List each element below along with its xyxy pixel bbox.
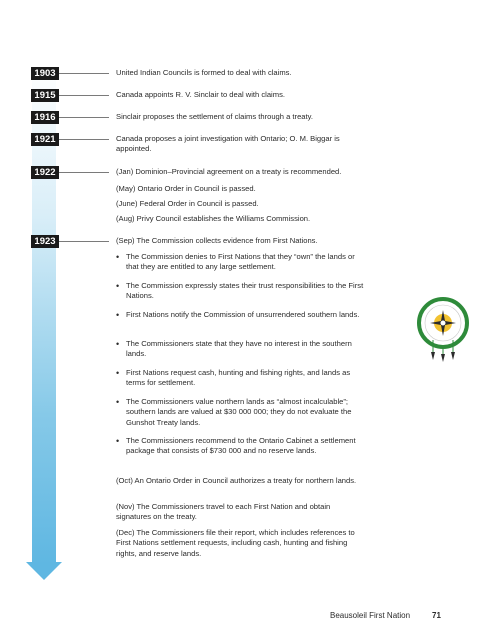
year-badge-1916: 1916 — [31, 111, 59, 124]
entry-1923-sep: (Sep) The Commission collects evidence from First Nations. — [116, 236, 318, 245]
entry-1916-text: Sinclair proposes the settlement of claims through a treaty. — [116, 112, 313, 121]
year-badge-1921: 1921 — [31, 133, 59, 146]
list-item: • The Commissioners value northern lands as “almost incalculable”; southern lands are valued at $30 000 000; they do not evaluate the Gunshot Treaty lands. — [116, 397, 352, 427]
timeline-connector — [59, 172, 109, 173]
footer-publication-name: Beausoleil First Nation — [330, 611, 411, 620]
entry-1922-may: (May) Ontario Order in Council is passed. — [116, 184, 256, 193]
list-item-text: The Commissioners recommend to the Ontario Cabinet a settlement package that consists of $730 000 and no reserve lands. — [126, 436, 356, 456]
entry-1923-oct: (Oct) An Ontario Order in Council authorizes a treaty for northern lands. — [116, 476, 357, 485]
year-badge-1903: 1903 — [31, 67, 59, 80]
list-item: • First Nations request cash, hunting and fishing rights, and lands as terms for settlement. — [116, 368, 351, 388]
timeline-connector — [59, 95, 109, 96]
timeline-connector — [59, 117, 109, 118]
list-item-text: The Commissioners value northern lands as “almost incalculable”; southern lands are valued at $30 000 000; they do not evaluate the Gunshot Treaty lands. — [126, 397, 352, 427]
entry-1923-nov: (Nov) The Commissioners travel to each First Nation and obtain signatures on the treaty. — [116, 502, 331, 522]
timeline-connector — [59, 241, 109, 242]
year-badge-1923: 1923 — [31, 235, 59, 248]
list-item: • The Commission expressly states their trust responsibilities to the First Nations. — [116, 281, 364, 301]
list-item-text: The Commission denies to First Nations that they “own” the lands or that they are entitled to any large settlement. — [126, 252, 355, 272]
list-item: • The Commissioners state that they have no interest in the southern lands. — [116, 339, 352, 359]
list-item-text: The Commission expressly states their trust responsibilities to the First Nations. — [126, 281, 364, 301]
timeline-connector — [59, 73, 109, 74]
beausoleil-emblem-icon — [416, 296, 470, 362]
timeline-arrow-head — [26, 562, 62, 580]
entry-1921-text: Canada proposes a joint investigation with Ontario; O. M. Biggar is appointed. — [116, 134, 340, 154]
list-item: • The Commissioners recommend to the Ontario Cabinet a settlement package that consists of $730 000 and no reserve lands. — [116, 436, 356, 456]
list-item-text: The Commissioners state that they have no interest in the southern lands. — [126, 339, 352, 359]
entry-1922-june: (June) Federal Order in Council is passed. — [116, 199, 259, 208]
entry-1915-text: Canada appoints R. V. Sinclair to deal with claims. — [116, 90, 285, 99]
timeline-connector — [59, 139, 109, 140]
page-number: 71 — [432, 611, 441, 620]
entry-1923-dec: (Dec) The Commissioners file their report, which includes references to First Nations settlement requests, including cash, hunting and fishing rights, and reserve lands. — [116, 528, 355, 558]
year-badge-1915: 1915 — [31, 89, 59, 102]
entry-1922-aug: (Aug) Privy Council establishes the Williams Commission. — [116, 214, 311, 223]
year-badge-1922: 1922 — [31, 166, 59, 179]
list-item-text: First Nations notify the Commission of unsurrendered southern lands. — [126, 310, 360, 319]
list-item: • The Commission denies to First Nations that they “own” the lands or that they are entitled to any large settlement. — [116, 252, 355, 272]
list-item-text: First Nations request cash, hunting and fishing rights, and lands as terms for settlement. — [126, 368, 351, 388]
entry-1922-jan: (Jan) Dominion–Provincial agreement on a treaty is recommended. — [116, 167, 342, 176]
entry-1903-text: United Indian Councils is formed to deal with claims. — [116, 68, 292, 77]
list-item: • First Nations notify the Commission of unsurrendered southern lands. — [116, 310, 360, 320]
